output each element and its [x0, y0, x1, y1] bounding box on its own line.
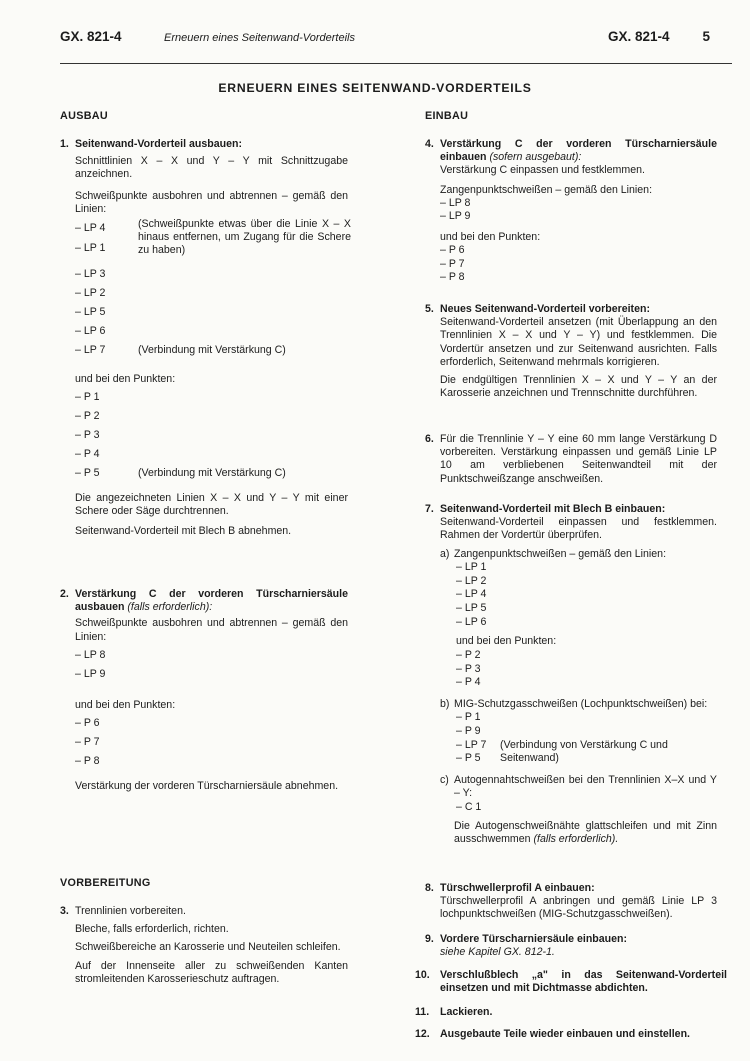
step-8-number: 8.	[425, 882, 434, 894]
line-item: – LP 7	[456, 738, 487, 751]
step-9	[425, 933, 717, 959]
points-intro: und bei den Punkten:	[456, 635, 557, 648]
page-number: 5	[702, 29, 710, 44]
step-3-text-1: Bleche, falls erforderlich, richten.	[75, 923, 229, 936]
point-item: – P 1	[75, 391, 100, 404]
step-7c	[440, 774, 717, 846]
step-1-note: (Schweißpunkte etwas über die Linie X – X hinaus entfernen, um Zugang für die Schere zu haben)	[138, 218, 351, 257]
step-7b	[440, 698, 717, 766]
step-5-number: 5.	[425, 303, 434, 315]
point-item: – P 7	[75, 735, 100, 748]
line-item: – LP 1	[456, 560, 487, 573]
line-item: – LP 2	[456, 574, 487, 587]
point-item: – P 3	[75, 429, 100, 442]
step-12-number: 12.	[415, 1028, 430, 1040]
step-2-lines	[75, 649, 348, 687]
point-item: – P 2	[75, 410, 100, 423]
line-item: – LP 2	[75, 287, 106, 300]
line-item: – LP 5	[75, 306, 106, 319]
line-item: – LP 5	[456, 601, 487, 614]
step-7c-note-ital: (falls erforderlich).	[533, 832, 619, 845]
step-4-text-1: Verstärkung C einpassen und festklemmen.	[440, 164, 645, 177]
step-2	[60, 588, 348, 793]
step-12	[415, 1028, 727, 1041]
step-7a	[440, 548, 717, 691]
step-4-number: 4.	[425, 138, 434, 150]
line-item: – C 1	[456, 800, 482, 813]
step-6-text: Für die Trennlinie Y – Y eine 60 mm lange Verstärkung D vorbereiten. Verstärkung einpassen und gemäß Linie LP 10 am verbliebenen Seitenwandteil mit der Punktschweißzange anschweißen.	[440, 433, 717, 485]
header-rule	[60, 63, 732, 64]
step-2-points	[75, 717, 348, 774]
step-1	[60, 138, 351, 539]
step-2-heading: Verstärkung C der vorderen Türscharniersäule ausbauen	[75, 588, 348, 614]
step-1-number: 1.	[60, 138, 69, 150]
step-11	[415, 1006, 727, 1019]
step-1-points	[75, 391, 348, 486]
line-item-lp7	[75, 344, 348, 363]
step-2-text-1: Schweißpunkte ausbohren und abtrennen – gemäß den Linien:	[75, 617, 348, 643]
step-2-text-2: Verstärkung der vorderen Türscharniersäule abnehmen.	[75, 779, 339, 792]
line-item-note: (Verbindung mit Verstärkung C)	[138, 344, 286, 357]
step-3-number: 3.	[60, 905, 69, 917]
step-8-heading: Türschwellerprofil A einbauen:	[440, 882, 595, 894]
step-7	[425, 503, 717, 846]
step-7-text: Seitenwand-Vorderteil einpassen und festklemmen. Rahmen der Vordertür überprüfen.	[440, 516, 717, 542]
step-4-text-2: Zangenpunktschweißen – gemäß den Linien:	[440, 183, 653, 196]
point-item: – P 8	[440, 270, 465, 283]
step-5-text-2: Die endgültigen Trennlinien X – X und Y – Y an der Karosserie anzeichnen und Trennschnitte durchführen.	[440, 374, 717, 400]
page-header	[60, 30, 722, 52]
point-item: – P 8	[75, 754, 100, 767]
point-item: – P 2	[456, 649, 481, 662]
step-7-number: 7.	[425, 503, 434, 515]
step-10-heading: Verschlußblech „a" in das Seitenwand-Vorderteil einsetzen und mit Dichtmasse abdichten.	[440, 969, 727, 995]
step-1-text-4: Seitenwand-Vorderteil mit Blech B abnehmen.	[75, 525, 292, 538]
line-item: – LP 8	[440, 196, 471, 209]
section-ausbau: AUSBAU	[60, 110, 108, 122]
step-4-heading: Verstärkung C der vorderen Türscharniersäule einbauen	[440, 138, 717, 164]
step-10	[415, 969, 727, 995]
point-item: – P 9	[456, 725, 481, 738]
step-6-number: 6.	[425, 433, 434, 445]
section-vorbereitung: VORBEREITUNG	[60, 877, 151, 889]
step-1-text-2: Schweißpunkte ausbohren und abtrennen – gemäß den Linien:	[75, 189, 348, 215]
step-8	[425, 882, 717, 922]
step-7-heading: Seitenwand-Vorderteil mit Blech B einbauen:	[440, 503, 666, 515]
line-item: – LP 4	[456, 588, 487, 601]
point-item-note: Seitenwand)	[500, 752, 559, 765]
step-7c-label: c)	[440, 774, 449, 787]
doc-code-left: GX. 821-4	[60, 29, 122, 44]
step-11-heading: Lackieren.	[440, 1006, 493, 1018]
point-item: – P 6	[75, 716, 100, 729]
step-1-heading: Seitenwand-Vorderteil ausbauen:	[75, 138, 242, 150]
step-1-lines-group	[75, 218, 351, 258]
step-7a-text: Zangenpunktschweißen – gemäß den Linien:	[454, 547, 667, 560]
step-3-text-2: Schweißbereiche an Karosserie und Neuteilen schleifen.	[75, 941, 341, 954]
step-7c-text: Autogennahtschweißen bei den Trennlinien X–X und Y – Y:	[454, 774, 717, 800]
line-item: – LP 9	[440, 210, 471, 223]
point-item: – P 4	[75, 448, 100, 461]
line-item: – LP 7	[75, 344, 106, 357]
point-item: – P 3	[456, 662, 481, 675]
step-9-heading: Vordere Türscharniersäule einbauen:	[440, 933, 628, 945]
step-3	[60, 905, 348, 986]
step-1-lines	[75, 268, 348, 363]
step-8-text: Türschwellerprofil A anbringen und gemäß Linie LP 3 lochpunktschweißen (MIG-Schutzgasschweißen).	[440, 895, 717, 921]
point-item: – P 1	[456, 711, 481, 724]
line-item: – LP 3	[75, 268, 106, 281]
doc-subtitle: Erneuern eines Seitenwand-Vorderteils	[164, 32, 355, 44]
point-item: – P 5	[75, 467, 100, 480]
step-3-text-3: Auf der Innenseite aller zu schweißenden Kanten stromleitenden Karosserieschutz auftragen.	[75, 959, 348, 985]
section-einbau: EINBAU	[425, 110, 469, 122]
step-9-number: 9.	[425, 933, 434, 945]
point-item-p5	[456, 752, 717, 766]
step-1-text-1: Schnittlinien X – X und Y – Y mit Schnittzugabe anzeichnen.	[75, 155, 348, 181]
step-2-number: 2.	[60, 588, 69, 600]
line-item: – LP 6	[75, 325, 106, 338]
step-5	[425, 303, 717, 400]
step-7c-note: Die Autogenschweißnähte glattschleifen und mit Zinn ausschwemmen	[454, 819, 717, 845]
point-item-note: (Verbindung mit Verstärkung C)	[138, 467, 286, 480]
point-item: – P 6	[440, 244, 465, 257]
step-7b-text: MIG-Schutzgasschweißen (Lochpunktschweißen) bei:	[454, 698, 708, 711]
line-item-lp7	[456, 739, 717, 753]
step-4	[425, 138, 717, 284]
step-5-heading: Neues Seitenwand-Vorderteil vorbereiten:	[440, 303, 650, 315]
step-12-heading: Ausgebaute Teile wieder einbauen und einstellen.	[440, 1028, 690, 1040]
line-item: – LP 1	[75, 242, 106, 255]
points-intro: und bei den Punkten:	[75, 373, 176, 386]
step-7b-label: b)	[440, 698, 450, 711]
points-intro: und bei den Punkten:	[75, 698, 176, 711]
line-item: – LP 8	[75, 648, 106, 661]
page-title: ERNEUERN EINES SEITENWAND-VORDERTEILS	[218, 81, 532, 95]
step-2-heading-note: (falls erforderlich):	[127, 601, 213, 614]
step-11-number: 11.	[415, 1006, 430, 1018]
line-item: – LP 6	[456, 615, 487, 628]
point-item: – P 4	[456, 676, 481, 689]
step-1-text-3: Die angezeichneten Linien X – X und Y – Y mit einer Schere oder Säge durchtrennen.	[75, 492, 348, 518]
point-item: – P 7	[440, 257, 465, 270]
step-3-heading: Trennlinien vorbereiten.	[75, 905, 186, 917]
step-6	[425, 433, 717, 486]
point-item: – P 5	[456, 752, 481, 765]
step-5-text-1: Seitenwand-Vorderteil ansetzen (mit Überlappung an den Trennlinien X – X und Y – Y) und festklemmen. Die Vordertür ansetzen und zur Seitenwand ausrichten. Falls erforderlich, Seitenwand mehrmals korrigieren.	[440, 316, 717, 368]
line-item-note: (Verbindung von Verstärkung C und	[500, 738, 668, 751]
step-9-text: siehe Kapitel GX. 812-1.	[440, 946, 555, 959]
points-intro: und bei den Punkten:	[440, 231, 541, 244]
step-4-heading-note: (sofern ausgebaut):	[489, 151, 582, 164]
step-7a-label: a)	[440, 547, 450, 560]
line-item: – LP 4	[75, 222, 106, 235]
line-item: – LP 9	[75, 667, 106, 680]
doc-code-right: GX. 821-4	[608, 29, 670, 44]
point-item-p5	[75, 467, 348, 486]
step-10-number: 10.	[415, 969, 430, 981]
